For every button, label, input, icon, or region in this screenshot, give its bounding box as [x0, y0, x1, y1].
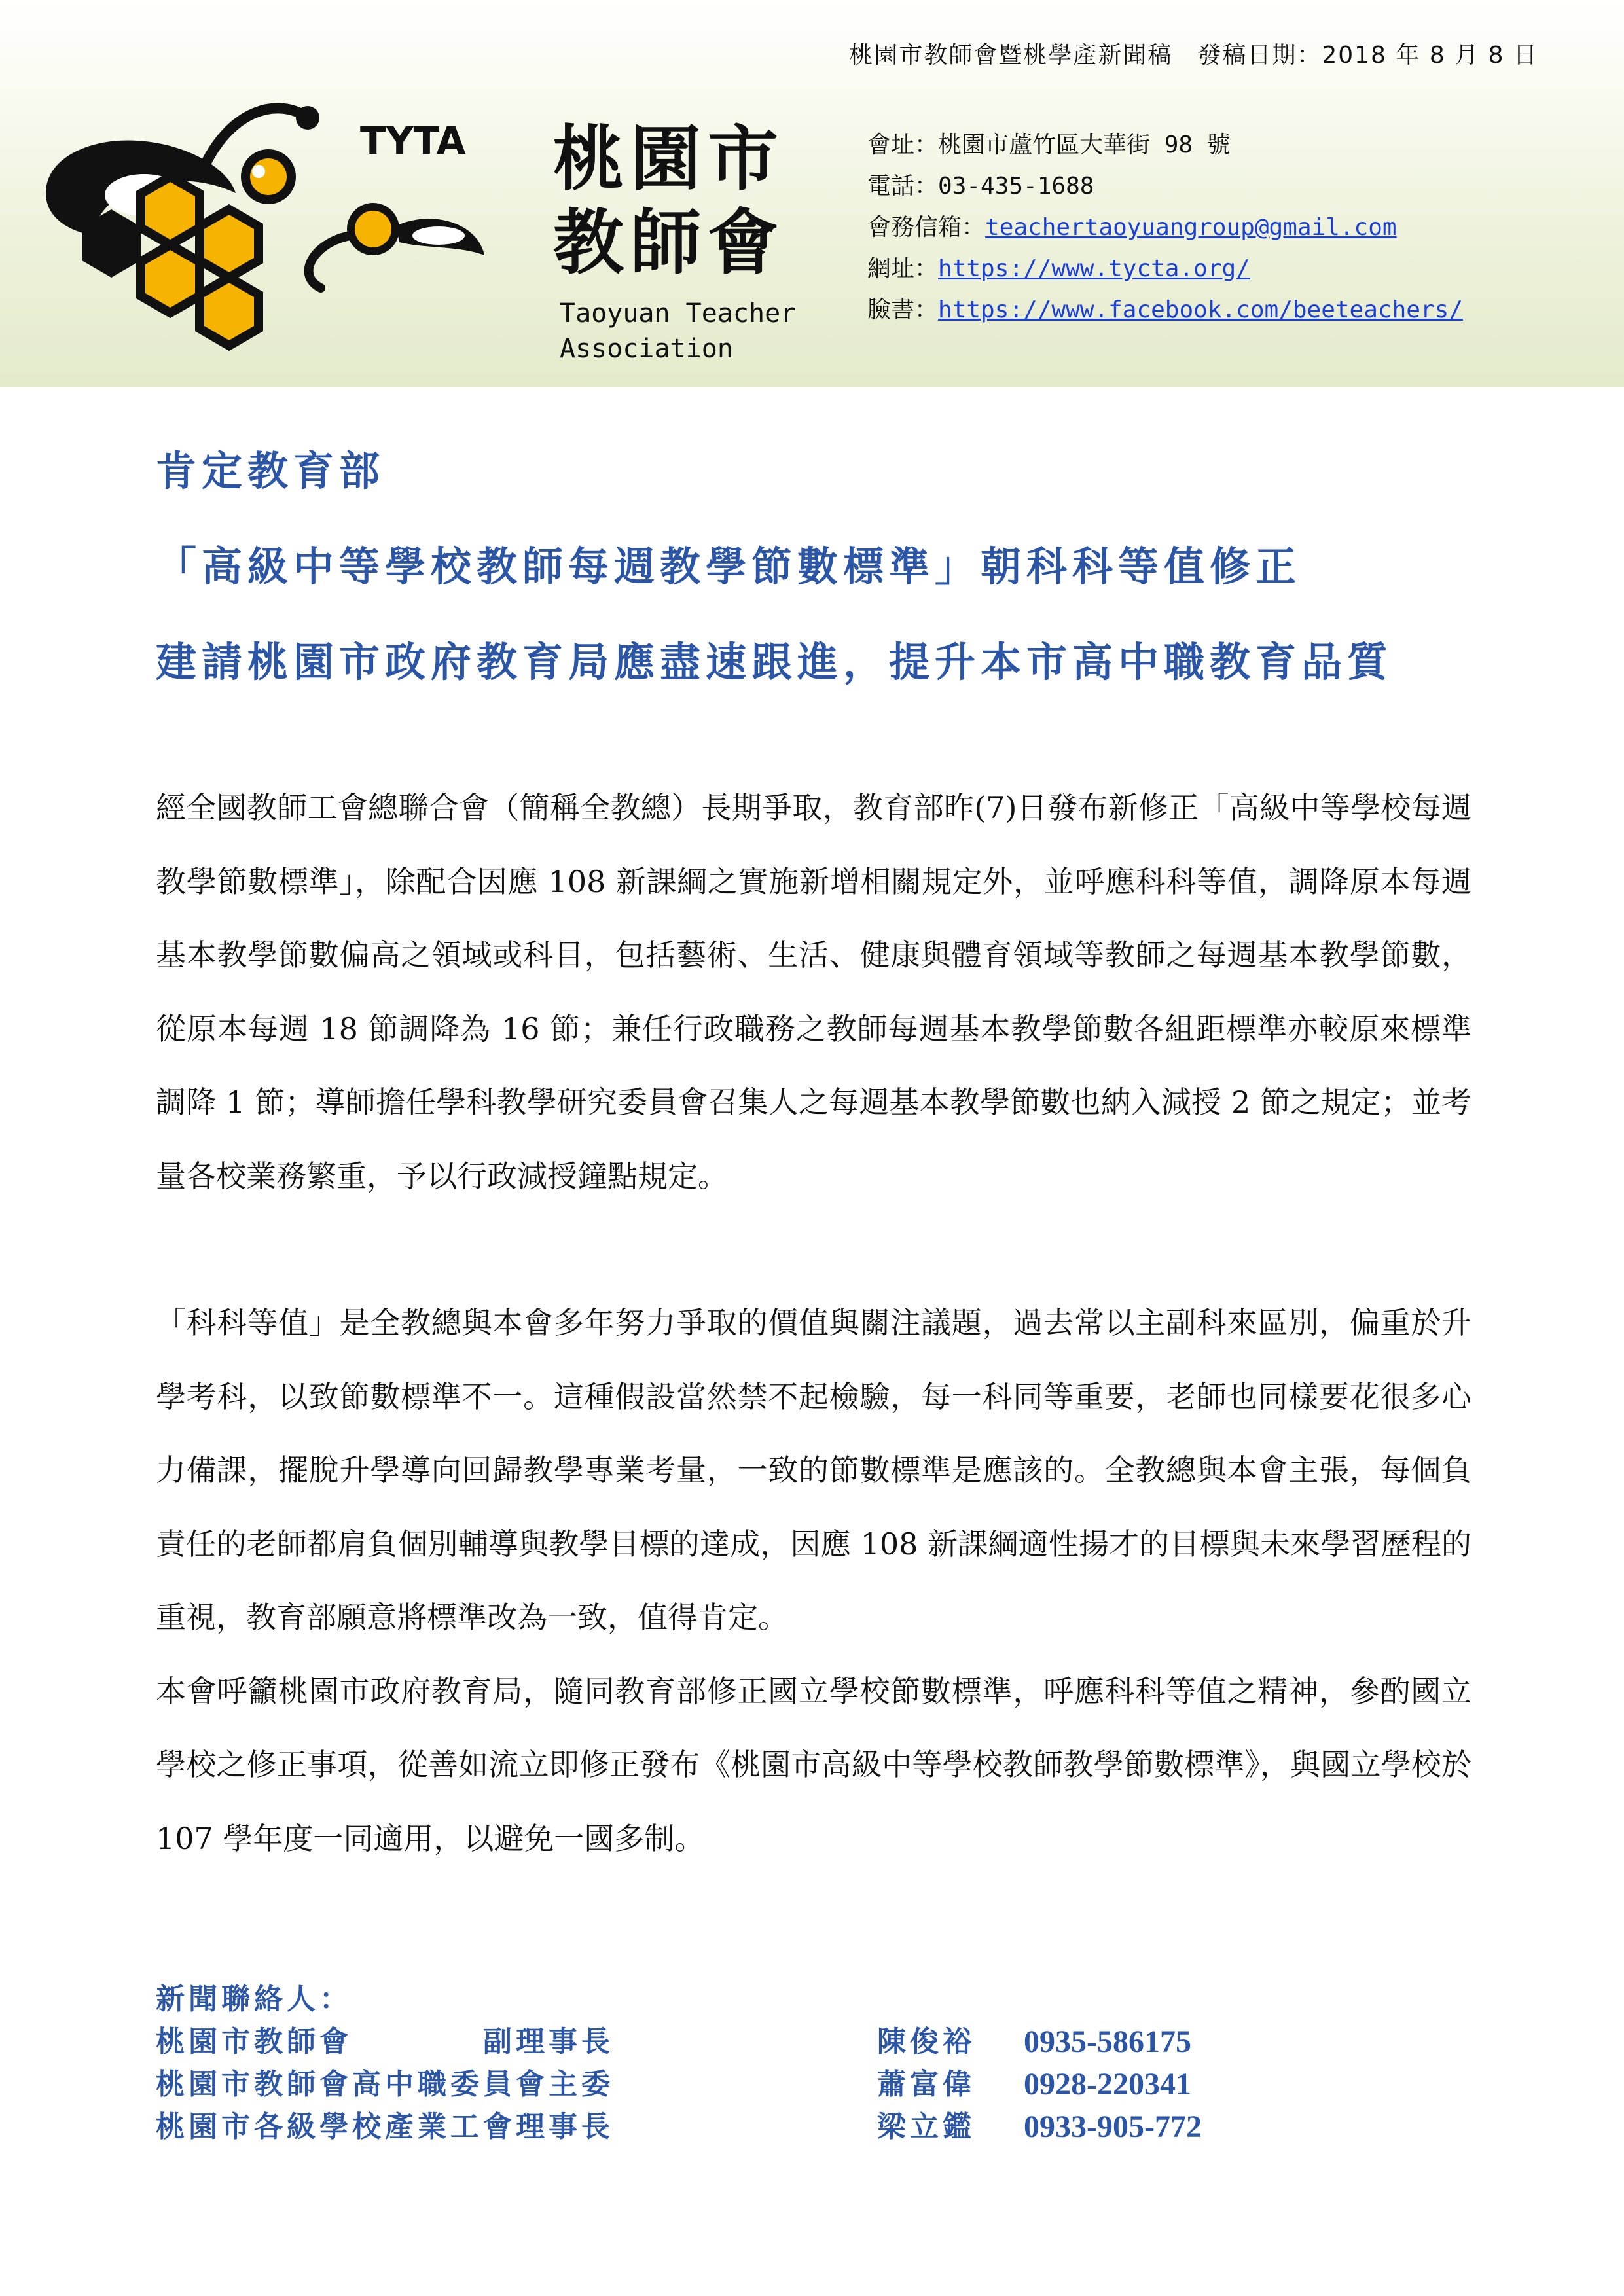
press-contacts	[156, 1978, 1269, 2148]
org-name-line-2: 教師會	[553, 202, 785, 284]
contact-person-row	[156, 2106, 1269, 2148]
website-label: 網址：	[867, 255, 939, 282]
contact-name: 蕭富偉	[877, 2068, 975, 2101]
contact-name: 陳俊裕	[877, 2025, 975, 2058]
body-paragraph-2: 「科科等值」是全教總與本會多年努力爭取的價值與關注議題，過去常以主副科來區別，偏重於升學考科，以致節數標準不一。這種假設當然禁不起檢驗，每一科同等重要，老師也同樣要花很多心力備課，擺脫升學導向回歸教學專業考量，一致的節數標準是應該的。全教總與本會主張，每個負責任的老師都肩負個別輔導與教學目標的達成，因應 108 新課綱適性揚才的目標與未來學習歷程的重視，教育部願意將標準改為一致，值得肯定。	[156, 1305, 1471, 1635]
contact-person-row	[156, 2020, 1269, 2063]
press-headline	[156, 439, 1563, 725]
body-paragraph-1: 經全國教師工會總聯合會（簡稱全教總）長期爭取，教育部昨(7)日發布新修正「高級中等學校每週教學節數標準」，除配合因應 108 新課綱之實施新增相關規定外，並呼應科科等值，調降原本每週基本教學節數偏高之領域或科目，包括藝術、生活、健康與體育領域等教師之每週基本教學節數，從原本每週 18 節調降為 16 節；兼任行政職務之教師每週基本教學節數各組距標準亦較原來標準調降 1 節；導師擔任學科教學研究委員會召集人之每週基本教學節數也納入減授 2 節之規定；並考量各校業務繁重，予以行政減授鐘點規定。	[156, 790, 1471, 1194]
contact-role: 高中職委員會主委	[352, 2068, 614, 2101]
body-paragraph-3: 本會呼籲桃園市政府教育局，隨同教育部修正國立學校節數標準，呼應科科等值之精神，參酌國立學校之修正事項，從善如流立即修正發布《桃園市高級中等學校教師教學節數標準》，與國立學校於 107 學年度一同適用，以避免一國多制。	[156, 1673, 1471, 1856]
small-bee-icon	[309, 207, 484, 288]
email-label: 會務信箱：	[867, 214, 986, 241]
address-label: 會址：	[867, 132, 939, 158]
contact-role: 理事長	[516, 2110, 614, 2144]
headline-line-2: 「高級中等學校教師每週教學節數標準」朝科科等值修正	[156, 543, 1302, 590]
contact-org: 桃園市教師會	[156, 2068, 352, 2101]
address-value: 桃園市蘆竹區大華街 98 號	[938, 132, 1231, 158]
press-contacts-title: 新聞聯絡人：	[156, 1982, 352, 2016]
contact-org: 桃園市教師會	[156, 2025, 352, 2058]
email-row	[867, 207, 1587, 248]
contact-name: 梁立鑑	[877, 2110, 975, 2144]
tyta-logo-text: TYTA	[360, 118, 466, 163]
contact-phone: 0935-586175	[1024, 2024, 1191, 2059]
org-name-english	[560, 296, 835, 367]
website-link[interactable]: https://www.tycta.org/	[938, 255, 1250, 282]
press-body	[156, 771, 1471, 1875]
contact-role: 副理事長	[483, 2025, 614, 2058]
contact-person-row	[156, 2063, 1269, 2106]
phone-value: 03-435-1688	[938, 173, 1094, 200]
email-link[interactable]: teachertaoyuangroup@gmail.com	[985, 214, 1397, 241]
phone-row	[867, 166, 1587, 207]
tyta-bee-logo	[33, 79, 530, 360]
facebook-label: 臉書：	[867, 296, 939, 323]
release-date-line: 桃園市教師會暨桃學產新聞稿 發稿日期：2018 年 8 月 8 日	[849, 42, 1538, 69]
headline-line-1: 肯定教育部	[156, 447, 386, 495]
org-name-en-line-2: Association	[560, 334, 733, 364]
contact-info-block	[867, 124, 1587, 331]
org-name-en-line-1: Taoyuan Teacher	[560, 298, 797, 329]
headline-line-3: 建請桃園市政府教育局應盡速跟進，提升本市高中職教育品質	[156, 638, 1394, 686]
contact-org: 桃園市各級學校產業工會	[156, 2110, 516, 2144]
contact-phone: 0933-905-772	[1024, 2109, 1202, 2144]
address-row	[867, 124, 1587, 166]
phone-label: 電話：	[867, 173, 939, 200]
website-row	[867, 248, 1587, 289]
org-name-line-1: 桃園市	[553, 118, 785, 200]
org-name-chinese	[553, 118, 828, 285]
bee-body-icon	[241, 149, 296, 204]
contact-phone: 0928-220341	[1024, 2067, 1191, 2102]
facebook-row	[867, 289, 1587, 331]
facebook-link[interactable]: https://www.facebook.com/beeteachers/	[938, 296, 1463, 323]
